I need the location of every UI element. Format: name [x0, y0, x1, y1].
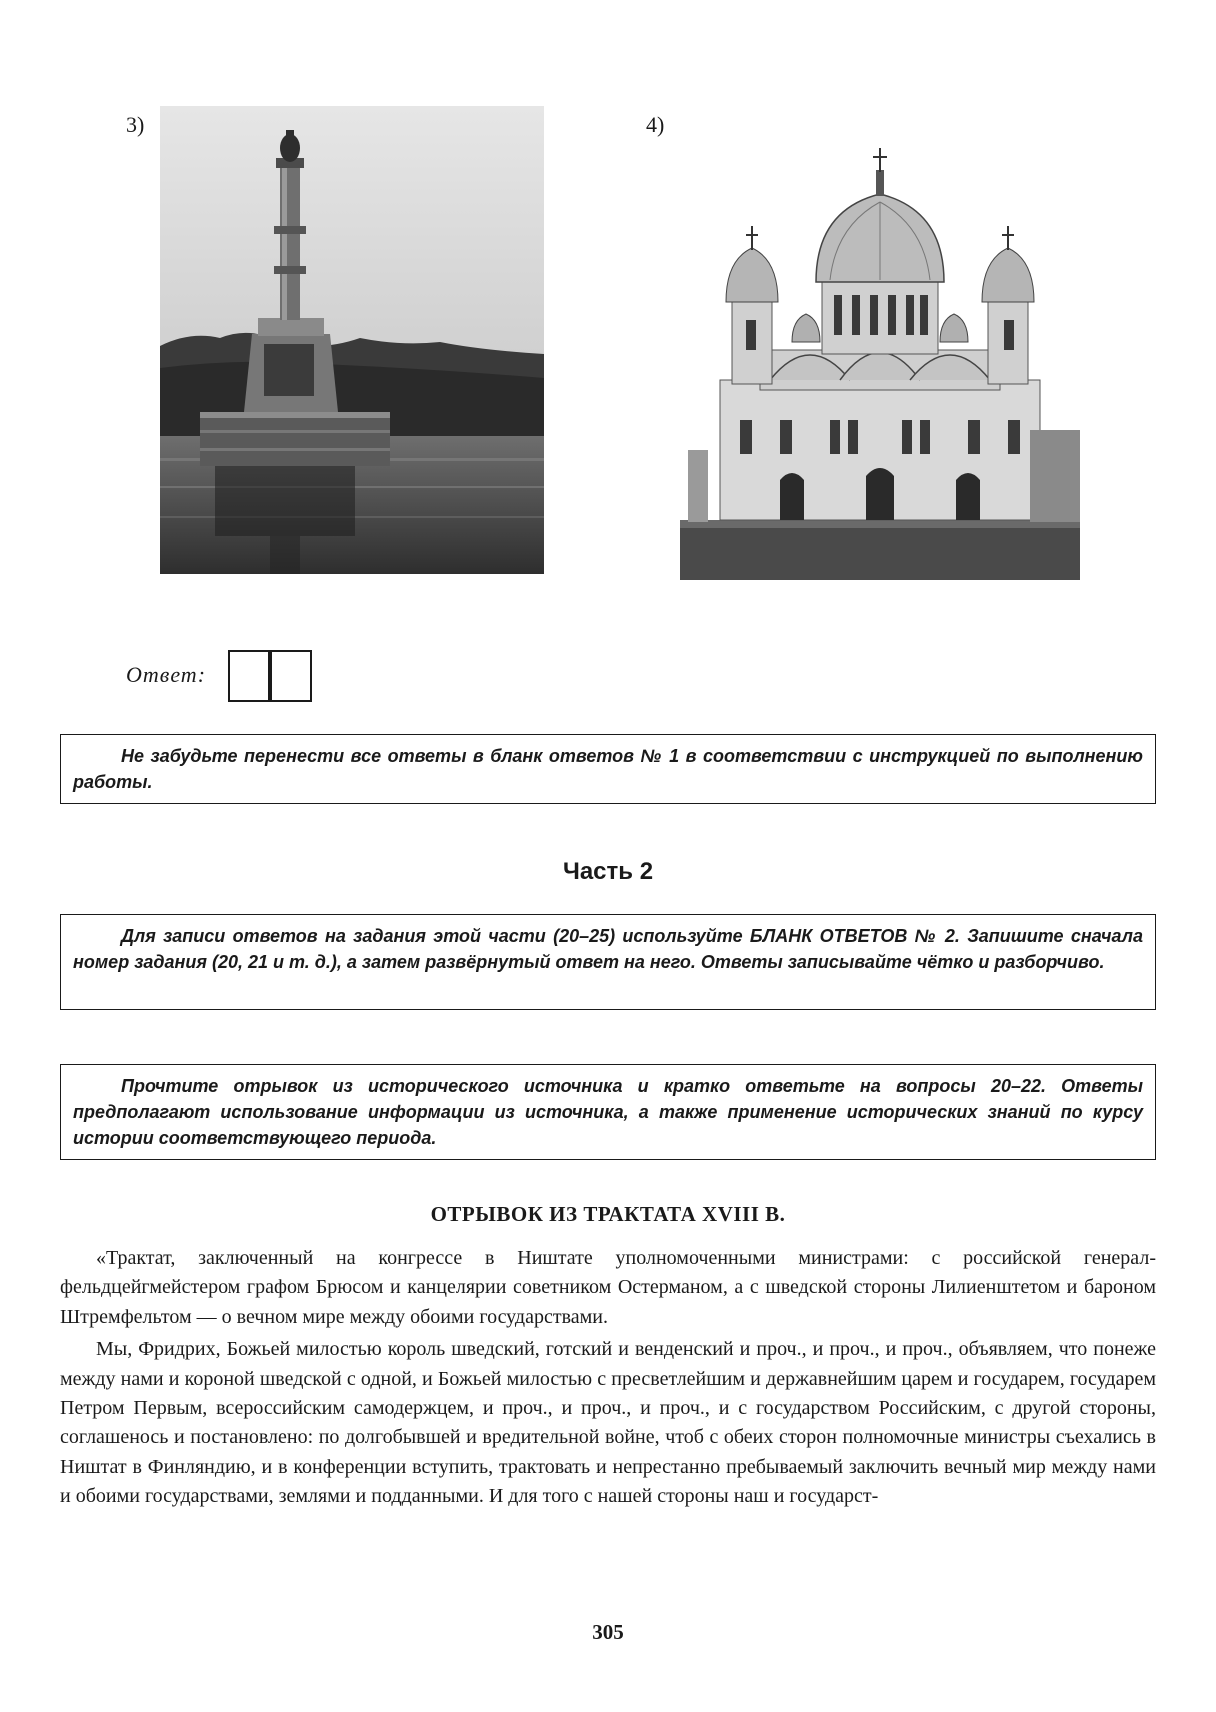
answer-label: Ответ:	[126, 662, 207, 687]
part-title: Часть 2	[562, 858, 654, 885]
chesme-column-photo	[160, 106, 544, 574]
image-number-3: 3)	[126, 112, 145, 137]
answer-cell-1[interactable]	[228, 650, 270, 702]
cathedral-photo	[680, 130, 1080, 580]
page-number: 305	[592, 1620, 624, 1644]
source-task-instructions	[60, 1064, 1156, 1160]
source-text	[60, 1244, 1156, 1515]
transfer-answers-notice	[60, 734, 1156, 804]
part2-instructions	[60, 914, 1156, 1010]
image-number-4: 4)	[646, 112, 665, 137]
source-title: ОТРЫВОК ИЗ ТРАКТАТА XVIII В.	[430, 1202, 786, 1226]
transfer-answers-text: Не забудьте перенести все ответы в бланк ответов № 1 в соответствии с инструкцией по выполнению работы.	[73, 746, 1143, 792]
answer-cell-2[interactable]	[270, 650, 312, 702]
source-paragraph-1: «Трактат, заключенный на конгрессе в Ништате уполномоченными министрами: с российской генерал-фельдцейгмейстером графом Брюсом и канцелярии советником Остерманом, а с шведской стороны Лилиенштетом и бароном Штремфельтом — о вечном мире между обоими государствами.	[60, 1247, 1156, 1328]
source-paragraph-2: Мы, Фридрих, Божьей милостью король шведский, готский и венденский и проч., и проч., и проч., объявляем, что понеже между нами и короной шведской с одной, и Божьей милостью с пресветлейшим и державнейшим царем и государем, государем Петром Первым, всероссийским самодержцем, и проч., и проч., и проч., и с государством Российским, с другой стороны, соглашенось и постановлено: по долгобывшей и вредительной войне, чтоб с обеих сторон полномочные министры съехались в Ништат в Финляндию, и в конференции вступить, трактовать и непрестанно пребываемый заключить вечный мир между нами и обоими государствами, землями и подданными. И для того с нашей стороны наш и государст-	[60, 1338, 1156, 1508]
part2-instructions-text: Для записи ответов на задания этой части (20–25) используйте БЛАНК ОТВЕТОВ № 2. Запишите сначала номер задания (20, 21 и т. д.), а затем развёрнутый ответ на него. Ответы записывайте чётко и разборчиво.	[73, 926, 1143, 972]
source-task-instructions-text: Прочтите отрывок из исторического источника и кратко ответьте на вопросы 20–22. Ответы предполагают использование информации из источника, а также применение исторических знаний по курсу истории соответствующего периода.	[73, 1076, 1143, 1148]
